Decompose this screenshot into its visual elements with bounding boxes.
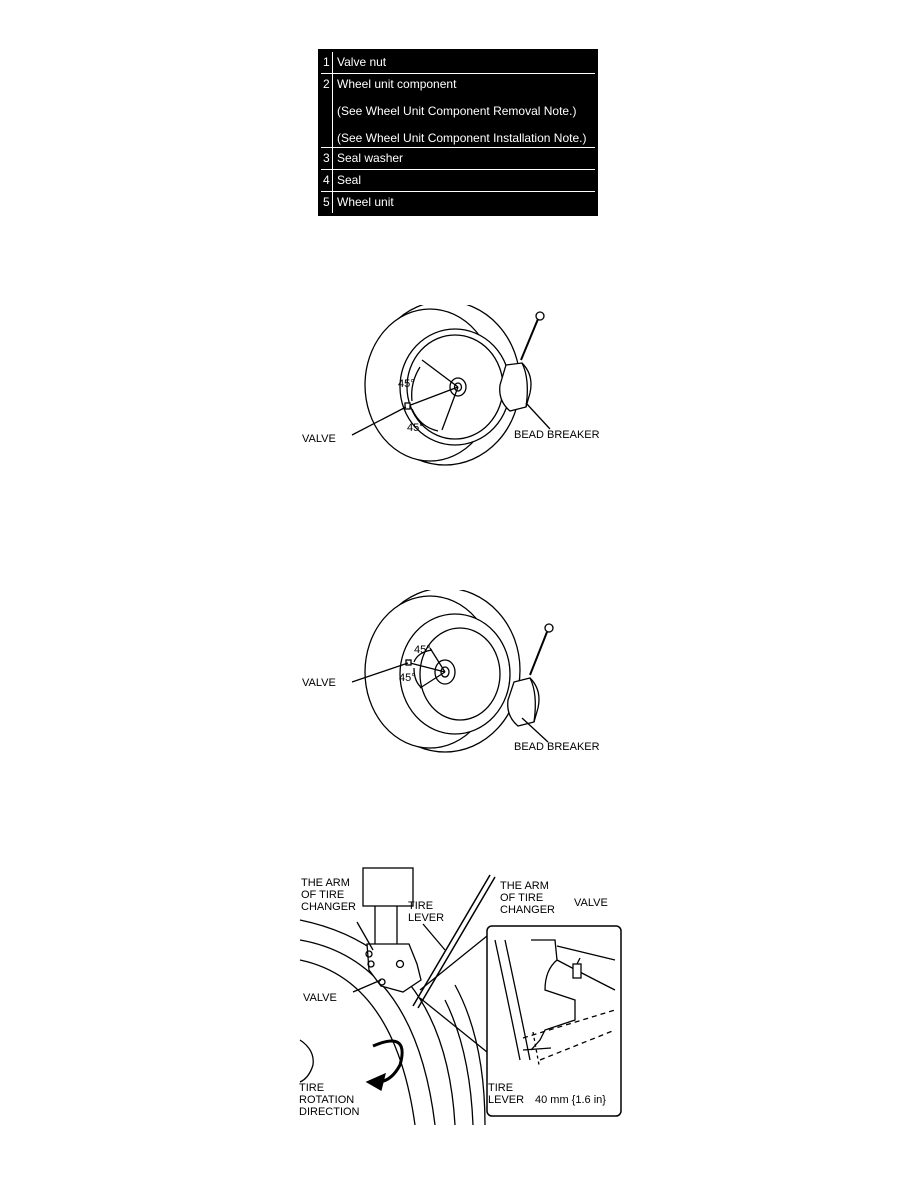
parts-table <box>318 49 598 216</box>
table-row <box>321 52 595 73</box>
part-number: 5 <box>321 192 333 213</box>
part-name: Seal <box>337 173 362 187</box>
tire-illustration <box>300 590 610 760</box>
installation-note-reference[interactable]: (See Wheel Unit Component Installation Note.) <box>337 131 587 145</box>
table-row <box>321 169 595 191</box>
arm-label-left: THE ARM OF TIRE CHANGER <box>301 877 357 913</box>
valve-label-right: VALVE <box>574 897 608 909</box>
part-number: 2 <box>321 74 333 147</box>
rotation-direction-label: TIRE ROTATION DIRECTION <box>299 1082 360 1118</box>
arm-label-right: THE ARM OF TIRE CHANGER <box>500 880 556 916</box>
removal-note-reference[interactable]: (See Wheel Unit Component Removal Note.) <box>337 104 577 118</box>
distance-label: 40 mm {1.6 in} <box>535 1094 606 1106</box>
table-row <box>321 73 595 147</box>
valve-label-left: VALVE <box>303 992 337 1004</box>
part-number: 4 <box>321 170 333 191</box>
angle-label-top: 45° <box>414 644 431 656</box>
figure-tire-changer <box>295 860 625 1125</box>
part-name: Wheel unit <box>337 195 394 209</box>
tire-lever-label-bottom: TIRE LEVER <box>488 1082 525 1106</box>
figure-bead-breaker-position-2 <box>300 590 610 760</box>
valve-label: VALVE <box>302 677 336 689</box>
angle-label-bottom: 45° <box>407 422 424 434</box>
figure-bead-breaker-position-1 <box>300 305 610 470</box>
bead-breaker-label: BEAD BREAKER <box>514 429 600 441</box>
tire-illustration <box>300 305 610 470</box>
part-name: Seal washer <box>337 151 404 165</box>
table-row <box>321 191 595 213</box>
part-name: Valve nut <box>337 55 387 69</box>
part-number: 3 <box>321 148 333 169</box>
part-name: Wheel unit component <box>337 77 457 91</box>
angle-label-bottom: 45° <box>399 672 416 684</box>
angle-label-top: 45° <box>398 378 415 390</box>
table-row <box>321 147 595 169</box>
part-number: 1 <box>321 52 333 73</box>
bead-breaker-label: BEAD BREAKER <box>514 741 600 753</box>
valve-label: VALVE <box>302 433 336 445</box>
tire-lever-label-top: TIRE LEVER <box>408 900 445 924</box>
